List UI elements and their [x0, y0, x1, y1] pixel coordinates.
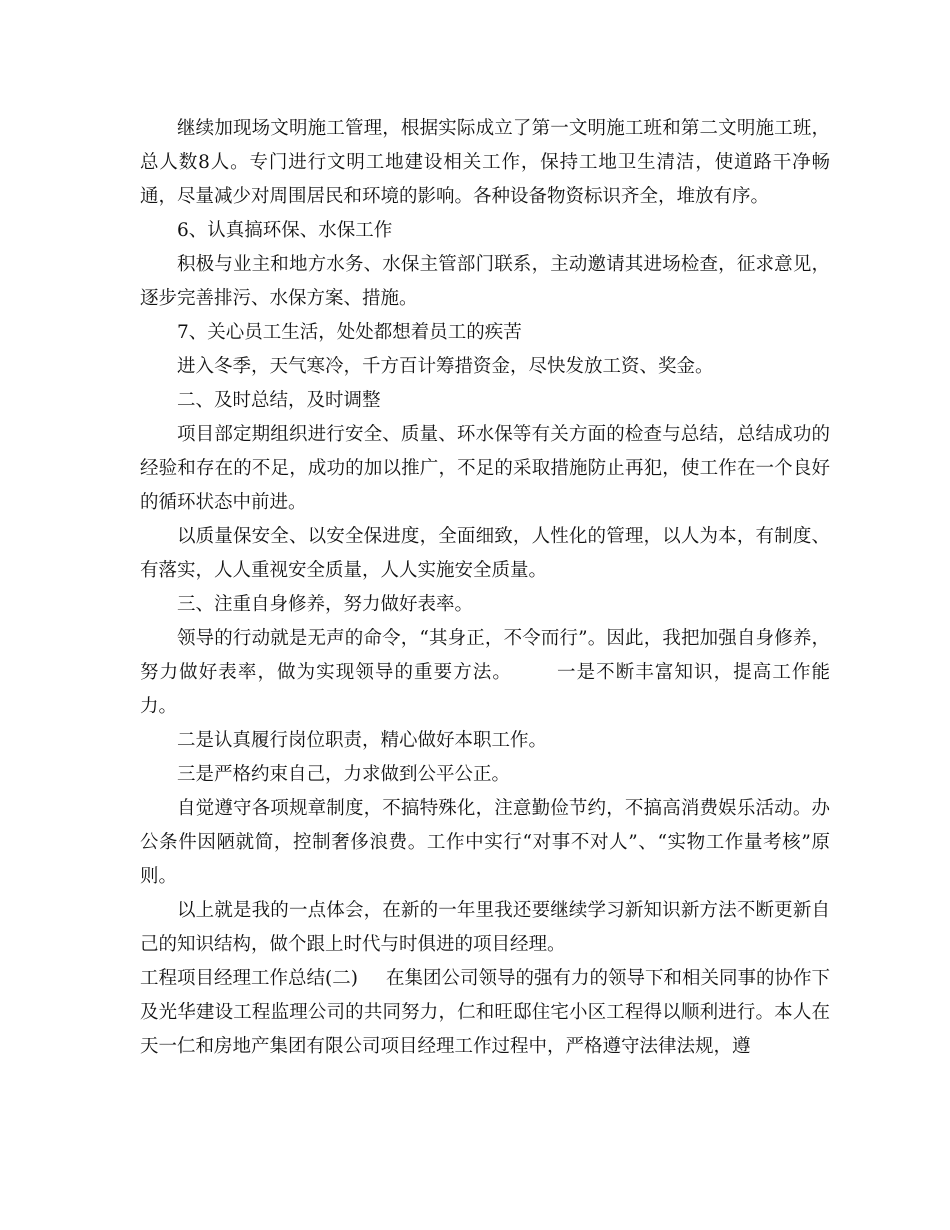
section-two-title: 工程项目经理工作总结(二) — [140, 968, 358, 989]
paragraph-environmental-contact: 积极与业主和地方水务、水保主管部门联系，主动邀请其进场检查，征求意见，逐步完善排污、水保方案、措施。 — [140, 254, 830, 309]
paragraph-conclusion: 以上就是我的一点体会，在新的一年里我还要继续学习新知识新方法不断更新自己的知识结构，做个跟上时代与时俱进的项目经理。 — [140, 900, 830, 955]
heading-summary-adjustment: 二、及时总结，及时调整 — [177, 390, 381, 411]
paragraph-leadership-text: 领导的行动就是无声的命令，“其身正，不令而行”。因此，我把加强自身修养，努力做好表率，做为实现领导的重要方法。 — [140, 628, 830, 683]
paragraph-leadership-example — [140, 622, 830, 724]
paragraph-knowledge-text: 一是不断丰富知识，提高工作能力。 — [140, 662, 830, 717]
paragraph-regulations: 自觉遵守各项规章制度，不搞特殊化，注意勤俭节约，不搞高消费娱乐活动。办公条件因陋就简，控制奢侈浪费。工作中实行“对事不对人”、“实物工作量考核”原则。 — [140, 798, 830, 887]
paragraph-quality-safety: 以质量保安全、以安全保进度，全面细致，人性化的管理，以人为本，有制度、有落实，人人重视安全质量，人人实施安全质量。 — [140, 526, 830, 581]
heading-environmental-protection: 6、认真搞环保、水保工作 — [177, 220, 393, 241]
paragraph-civilized-construction: 继续加现场文明施工管理，根据实际成立了第一文明施工班和第二文明施工班，总人数8人。专门进行文明工地建设相关工作，保持工地卫生清洁，使道路干净畅通，尽量减少对周围居民和环境的影响。各种设备物资标识齐全，堆放有序。 — [140, 118, 830, 207]
heading-employee-care: 7、关心员工生活，处处都想着员工的疾苦 — [177, 322, 522, 343]
paragraph-section-two — [140, 962, 830, 1064]
paragraph-wages-bonus: 进入冬季，天气寒冷，千方百计筹措资金，尽快发放工资、奖金。 — [177, 356, 714, 377]
heading-self-cultivation: 三、注重自身修养，努力做好表率。 — [177, 594, 474, 615]
paragraph-fairness: 三是严格约束自己，力求做到公平公正。 — [177, 764, 511, 785]
document-page — [140, 112, 830, 1064]
paragraph-inspection-summary: 项目部定期组织进行安全、质量、环水保等有关方面的检查与总结，总结成功的经验和存在的不足，成功的加以推广，不足的采取措施防止再犯，使工作在一个良好的循环状态中前进。 — [140, 424, 830, 513]
paragraph-duties: 二是认真履行岗位职责，精心做好本职工作。 — [177, 730, 548, 751]
section-two-body: 在集团公司领导的强有力的领导下和相关同事的协作下及光华建设工程监理公司的共同努力，仁和旺邸住宅小区工程得以顺利进行。本人在天一仁和房地产集团有限公司项目经理工作过程中，严格遵守法律法规，遵 — [140, 968, 830, 1057]
